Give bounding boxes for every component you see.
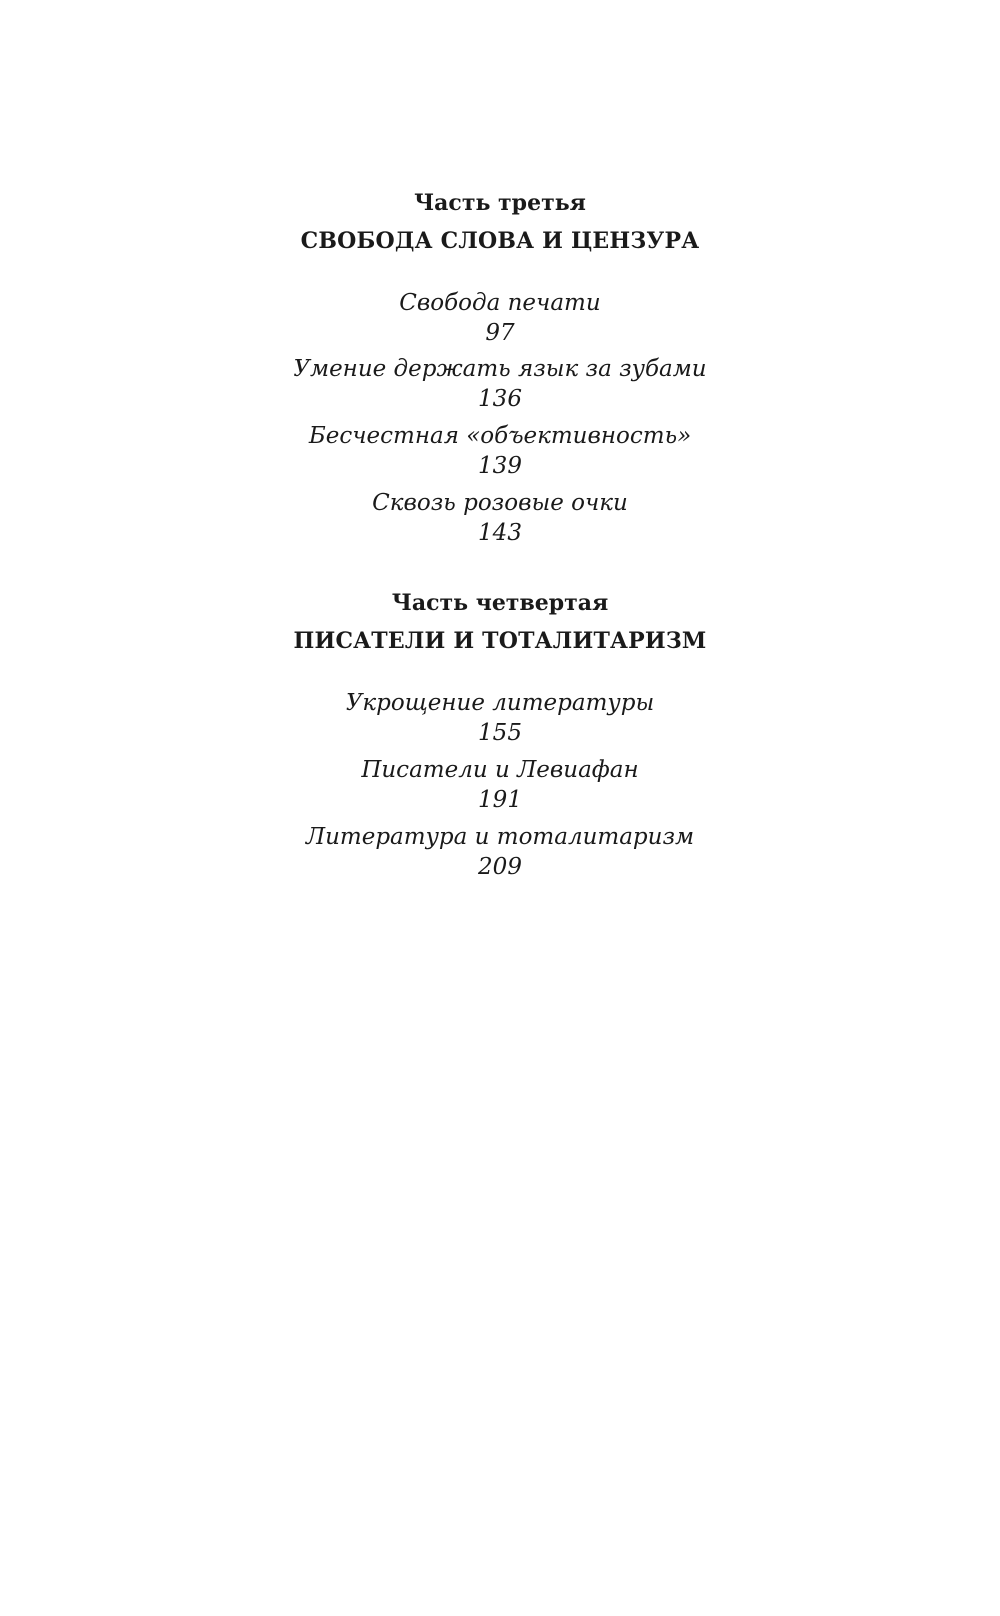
toc-entry xyxy=(0,421,1000,481)
part-4-label: Часть четвертая xyxy=(391,590,609,616)
toc-entry-page: 136 xyxy=(478,386,522,412)
toc-entry-title: Свобода печати xyxy=(399,290,601,316)
toc-entry-title: Писатели и Левиафан xyxy=(361,757,639,783)
part-4-title: ПИСАТЕЛИ И ТОТАЛИТАРИЗМ xyxy=(293,628,707,654)
toc-entry xyxy=(0,688,1000,748)
toc-entry-page: 209 xyxy=(478,854,522,880)
toc-entry-page: 143 xyxy=(478,520,522,546)
part-3-title: СВОБОДА СЛОВА И ЦЕНЗУРА xyxy=(300,228,700,254)
toc-entry-title: Сквозь розовые очки xyxy=(372,490,628,516)
toc-entry-page: 97 xyxy=(485,320,515,346)
toc-entry-title: Бесчестная «объективность» xyxy=(308,423,692,449)
toc-entry-title: Умение держать язык за зубами xyxy=(293,356,707,382)
toc-entry xyxy=(0,755,1000,815)
toc-entry-title: Литература и тоталитаризм xyxy=(305,824,695,850)
toc-entry-title: Укрощение литературы xyxy=(345,690,655,716)
toc-entry xyxy=(0,288,1000,348)
toc-entry xyxy=(0,822,1000,882)
toc-entry xyxy=(0,354,1000,414)
toc-entry-page: 155 xyxy=(478,720,522,746)
toc-entry-page: 139 xyxy=(478,453,522,479)
part-3-label: Часть третья xyxy=(414,190,586,216)
toc-entry-page: 191 xyxy=(478,787,522,813)
toc-entry xyxy=(0,488,1000,548)
